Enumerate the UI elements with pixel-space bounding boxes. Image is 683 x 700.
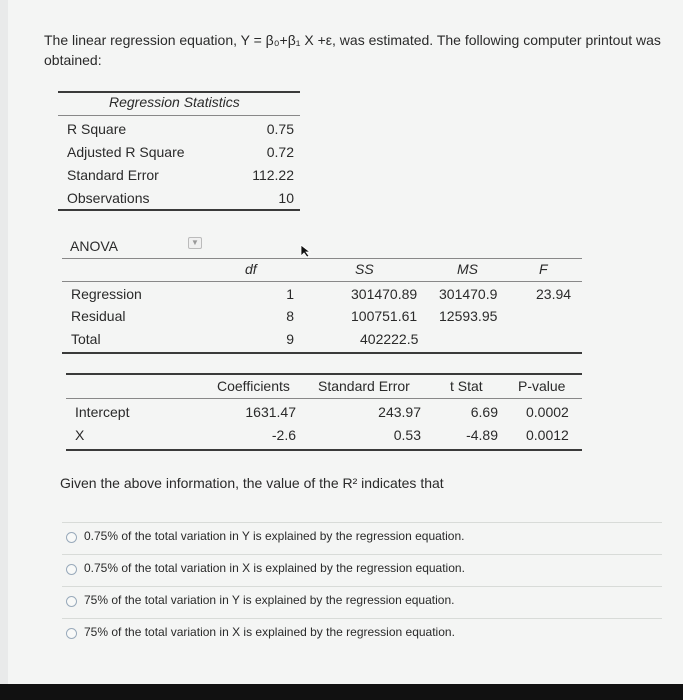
anova-cell: 402222.5 [360, 331, 419, 347]
anova-cell: 100751.61 [351, 308, 418, 324]
mouse-pointer-icon [300, 244, 312, 258]
divider [66, 398, 582, 399]
stat-value: 112.22 [252, 167, 294, 183]
radio-button[interactable] [66, 596, 77, 607]
coef-cell: 1631.47 [245, 404, 296, 420]
regression-statistics-title: Regression Statistics [109, 94, 240, 110]
anova-cell: 301470.9 [439, 286, 498, 302]
anova-header-ss: SS [355, 261, 374, 277]
answer-option-label: 0.75% of the total variation in X is explained by the regression equation. [84, 561, 465, 575]
coef-header-coefficients: Coefficients [217, 378, 290, 394]
radio-button[interactable] [66, 564, 77, 575]
question-sheet [8, 0, 683, 684]
anova-cell: 1 [286, 286, 294, 302]
coef-header-p-value: P-value [518, 378, 566, 394]
anova-row-label: Total [71, 331, 101, 347]
divider [58, 115, 300, 116]
anova-cell: 8 [286, 308, 294, 324]
question-prompt: Given the above information, the value of the R² indicates that [60, 475, 444, 491]
coef-header-standard-error: Standard Error [318, 378, 410, 394]
anova-row-label: Regression [71, 286, 142, 302]
answer-option-label: 0.75% of the total variation in Y is explained by the regression equation. [84, 529, 465, 543]
divider [66, 373, 582, 375]
answer-option-label: 75% of the total variation in Y is explained by the regression equation. [84, 593, 455, 607]
coef-cell: -4.89 [466, 427, 498, 443]
answer-option[interactable] [62, 522, 662, 545]
divider [58, 91, 300, 93]
anova-cell: 12593.95 [439, 308, 498, 324]
stat-label: R Square [67, 121, 127, 137]
answer-option-label: 75% of the total variation in X is explained by the regression equation. [84, 625, 455, 639]
anova-header-f: F [539, 261, 548, 277]
radio-button[interactable] [66, 532, 77, 543]
coef-cell: -2.6 [271, 427, 296, 443]
radio-button[interactable] [66, 628, 77, 639]
coef-cell: 6.69 [470, 404, 498, 420]
stat-label: Adjusted R Square [67, 144, 185, 160]
coef-row-label: Intercept [75, 404, 130, 420]
divider [62, 258, 582, 259]
anova-cell: 23.94 [536, 286, 572, 302]
stat-value: 0.75 [266, 121, 294, 137]
chevron-down-icon[interactable]: ▼ [188, 237, 202, 249]
answer-option[interactable] [62, 618, 662, 641]
answer-option[interactable] [62, 554, 662, 577]
anova-title: ANOVA [70, 238, 118, 254]
coef-row-label: X [75, 427, 85, 443]
stat-label: Standard Error [67, 167, 159, 183]
coef-cell: 0.53 [393, 427, 421, 443]
coef-cell: 0.0012 [526, 427, 569, 443]
anova-cell: 301470.89 [351, 286, 418, 302]
answer-option[interactable] [62, 586, 662, 609]
stat-value: 10 [278, 190, 294, 206]
divider [62, 352, 582, 354]
bottom-bar [0, 684, 683, 700]
anova-header-df: df [245, 261, 257, 277]
divider [58, 209, 300, 211]
anova-row-label: Residual [71, 308, 126, 324]
coef-cell: 0.0002 [526, 404, 569, 420]
coef-header-t-stat: t Stat [450, 378, 483, 394]
anova-header-ms: MS [457, 261, 478, 277]
divider [62, 281, 582, 282]
question-intro: The linear regression equation, Y = β₀+β₁ X +ε, was estimated. The following computer printout was obtained: [44, 32, 661, 68]
divider [66, 449, 582, 451]
stat-value: 0.72 [266, 144, 294, 160]
stat-label: Observations [67, 190, 150, 206]
coef-cell: 243.97 [378, 404, 421, 420]
anova-cell: 9 [286, 331, 294, 347]
